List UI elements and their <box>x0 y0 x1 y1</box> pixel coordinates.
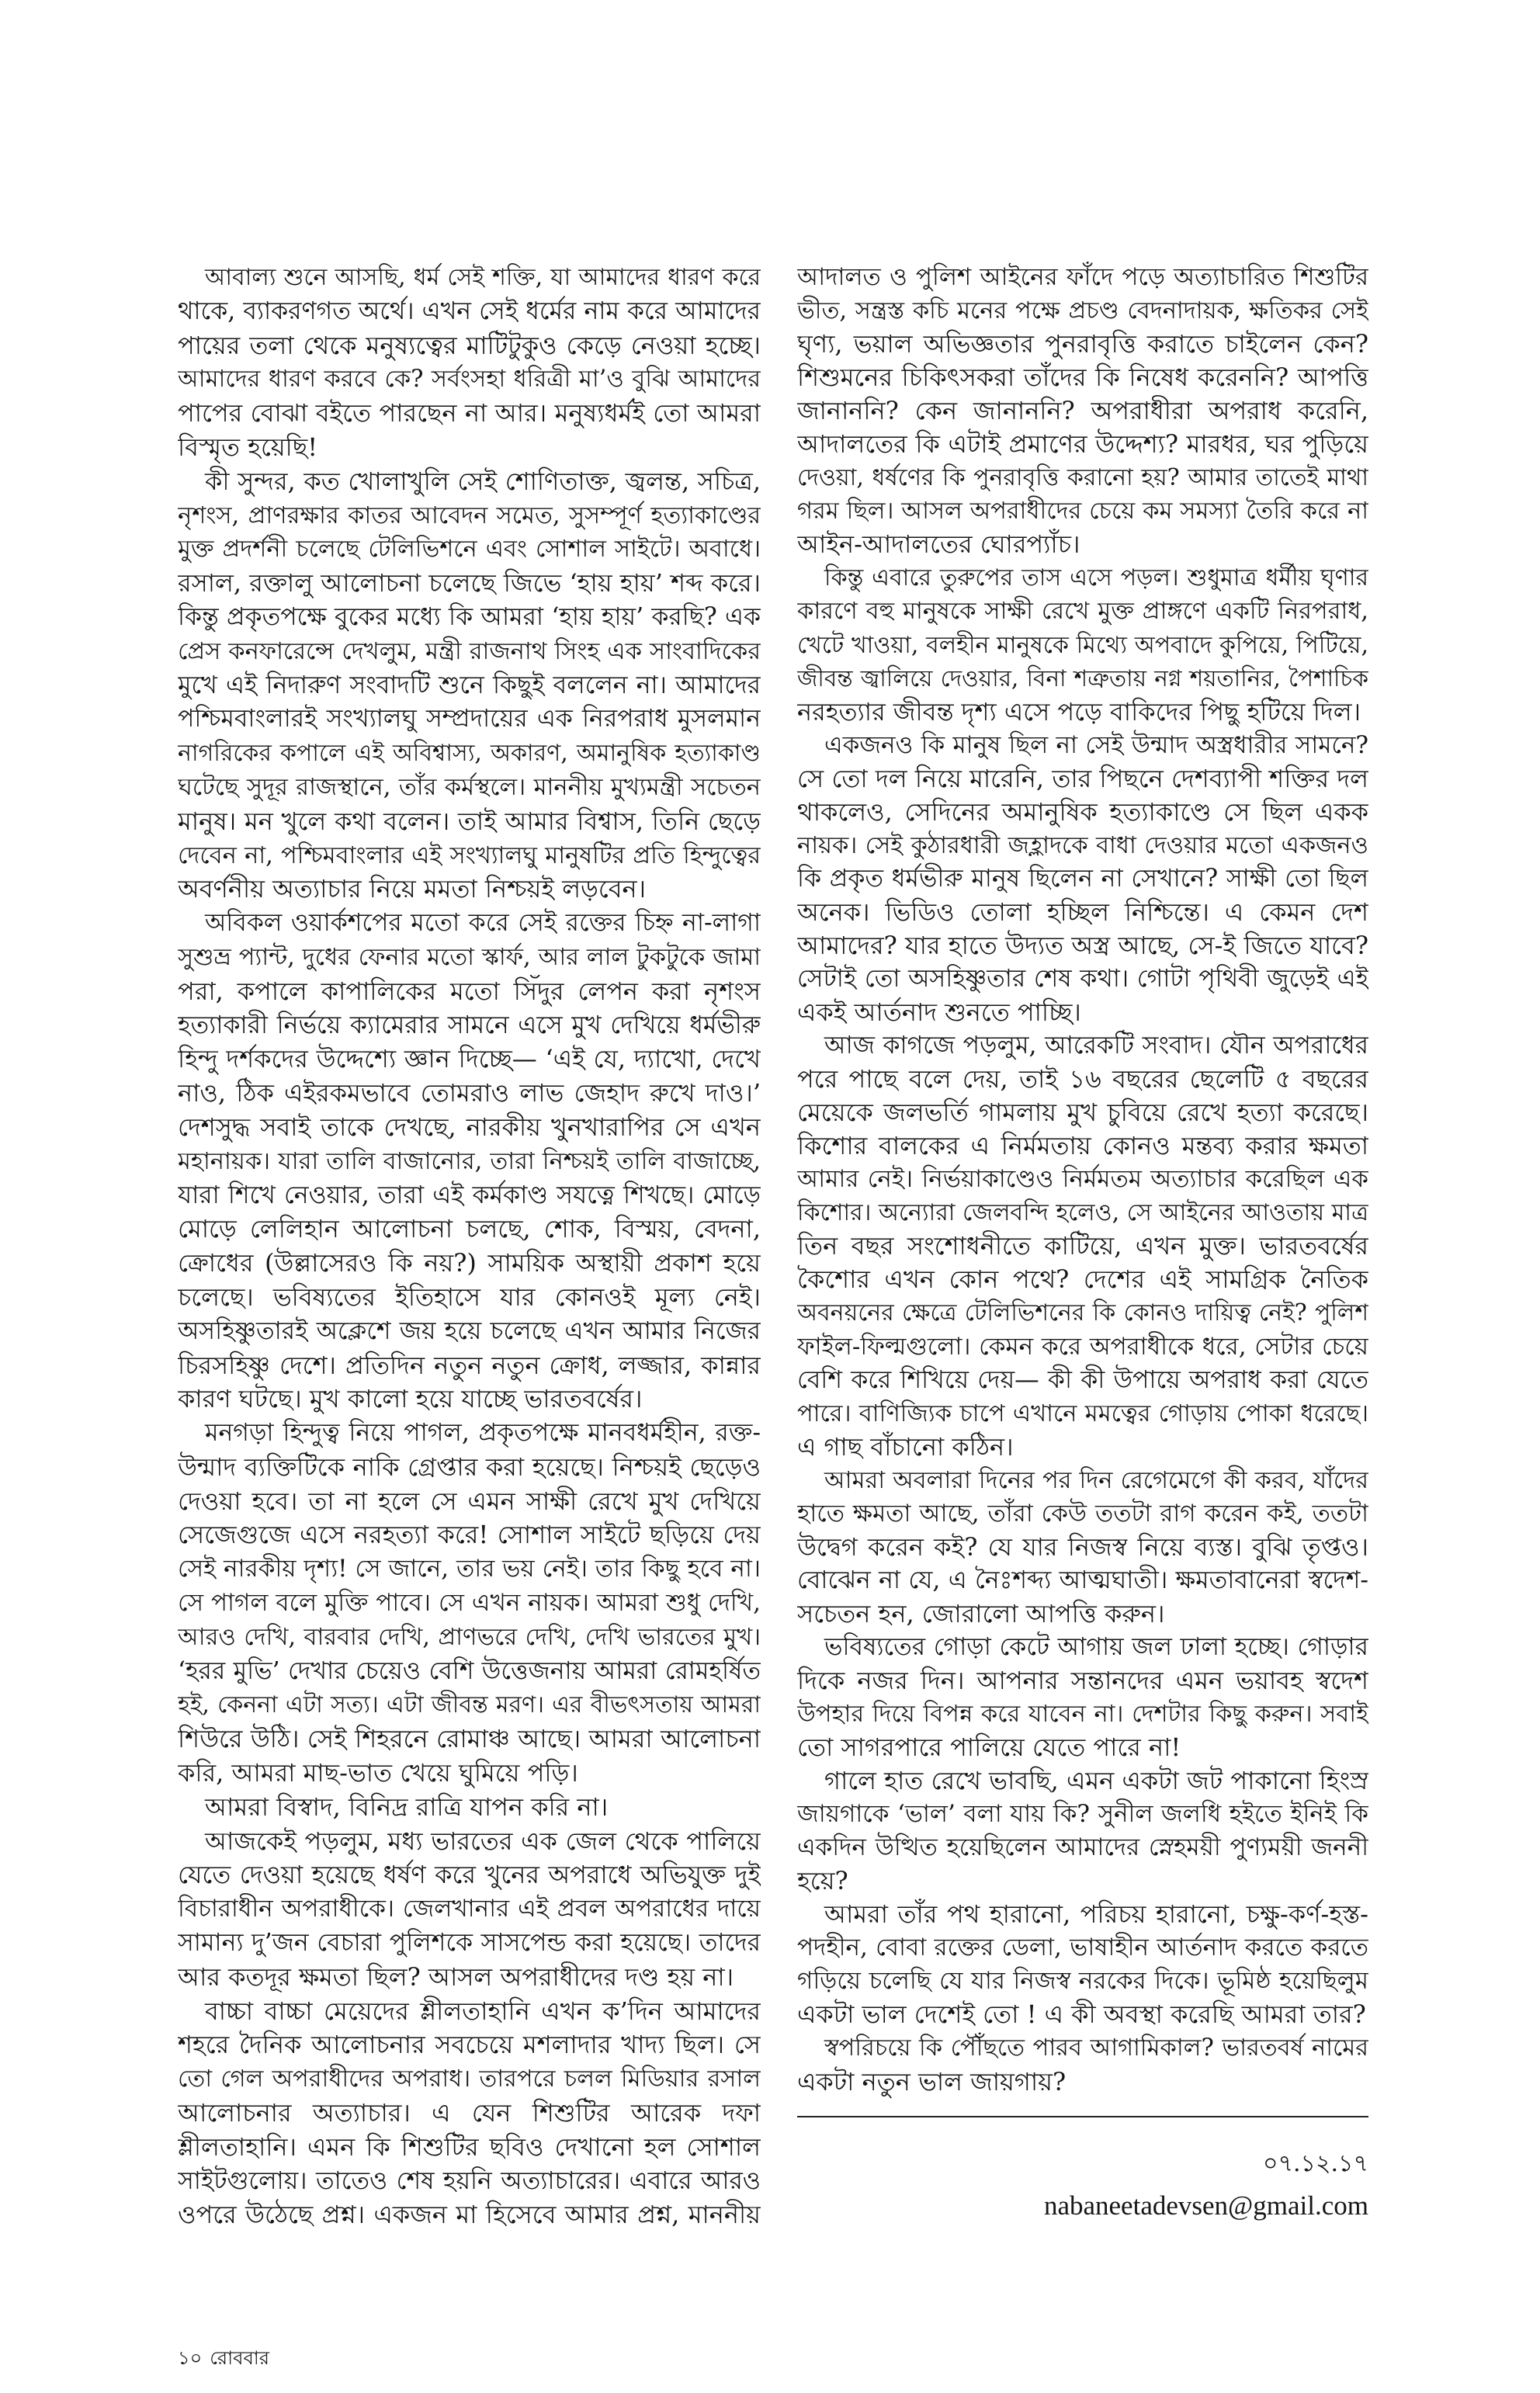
text-line: কি প্রকৃত ধর্মভীরু মানুষ ছিলেন না সেখানে? সাক্ষী তো ছিল <box>797 864 1368 893</box>
text-line: নায়ক। সেই কুঠারধারী জহ্লাদকে বাধা দেওয়ার মতো একজনও <box>797 831 1368 859</box>
text-line: মুখে এই নিদারুণ সংবাদটি শুনে কিছুই বললেন না। আমাদের <box>178 671 761 699</box>
publication-name: রোববার <box>210 2347 269 2369</box>
text-line: সে পাগল বলে মুক্তি পাবে। সে এখন নায়ক। আমরা শুধু দেখি, <box>178 1589 761 1618</box>
text-line: বিস্মৃত হয়েছি! <box>178 432 318 462</box>
text-line: শহরে দৈনিক আলোচনার সবচেয়ে মশলাদার খাদ্য ছিল। সে <box>178 2030 761 2060</box>
text-line: কিন্তু এবারে তুরুপের তাস এসে পড়ল। শুধুমাত্র ধর্মীয় ঘৃণার <box>824 564 1368 592</box>
text-line: বোঝেন না যে, এ নৈঃশব্দ্য আত্মঘাতী। ক্ষমতাবানেরা স্বদেশ- <box>797 1566 1368 1594</box>
text-line: হই, কেননা এটা সত্য। এটা জীবন্ত মরণ। এর বীভৎসতায় আমরা <box>178 1691 761 1719</box>
text-line: আর কতদূর ক্ষমতা ছিল? আসল অপরাধীদের দণ্ড হয় না। <box>178 1961 734 1992</box>
text-line: নাগরিকের কপালে এই অবিশ্বাস্য, অকারণ, অমানুষিক হত্যাকাণ্ড <box>178 740 761 768</box>
text-line: একই আর্তনাদ শুনতে পাচ্ছি। <box>797 997 1081 1028</box>
text-line: একদিন উত্থিত হয়েছিলেন আমাদের স্নেহময়ী পুণ্যময়ী জননী <box>797 1833 1368 1862</box>
signoff-date: ০৭.১২.১৭ <box>1262 2150 1368 2177</box>
text-line: আমাদের? যার হাতে উদ্যত অস্ত্র আছে, সে-ই জিতে যাবে? <box>797 930 1368 960</box>
text-line: তো সাগরপারে পালিয়ে যেতে পারে না! <box>797 1732 1181 1763</box>
text-line: করি, আমরা মাছ-ভাত খেয়ে ঘুমিয়ে পড়ি। <box>178 1758 578 1788</box>
article-paragraph <box>178 261 761 465</box>
text-line: ভবিষ্যতের গোড়া কেটে আগায় জল ঢালা হচ্ছে। গোড়ার <box>824 1632 1368 1661</box>
text-line: মহানায়ক। যারা তালি বাজানোর, তারা নিশ্চয়ই তালি বাজাচ্ছে, <box>178 1147 761 1175</box>
text-line: একটা নতুন ভাল জায়গায়? <box>797 2066 1067 2096</box>
text-line: আমরা তাঁর পথ হারানো, পরিচয় হারানো, চক্ষু-কর্ণ-হস্ত- <box>824 1899 1368 1930</box>
text-line: জানাননি? কেন জানাননি? অপরাধীরা অপরাধ করেনি, <box>797 396 1368 426</box>
page-footer <box>178 2346 269 2370</box>
article-paragraph <box>797 1464 1368 1631</box>
text-line: মনগড়া হিন্দুত্ব নিয়ে পাগল, প্রকৃতপক্ষে মানবধর্মহীন, রক্ত- <box>205 1419 761 1448</box>
text-line: খেটে খাওয়া, বলহীন মানুষকে মিথ্যে অপবাদে কুপিয়ে, পিটিয়ে, <box>797 631 1368 659</box>
text-line: সেই নারকীয় দৃশ্য! সে জানে, তার ভয় নেই। তার কিছু হবে না। <box>178 1555 761 1583</box>
text-line: কিন্তু প্রকৃতপক্ষে বুকের মধ্যে কি আমরা ‘হায় হায়’ করছি? এক <box>178 602 761 631</box>
article-paragraph <box>797 1631 1368 1764</box>
text-line: ক্রোধের (উল্লাসেরও কি নয়?) সাময়িক অস্থায়ী প্রকাশ হয়ে <box>178 1248 761 1278</box>
text-line: পদহীন, বোবা রক্তের ডেলা, ভাষাহীন আর্তনাদ করতে করতে <box>797 1933 1368 1962</box>
text-line: মানুষ। মন খুলে কথা বলেন। তাই আমার বিশ্বাস, তিনি ছেড়ে <box>178 806 761 836</box>
text-line: হত্যাকারী নির্ভয়ে ক্যামেরার সামনে এসে মুখ দেখিয়ে ধর্মভীরু <box>178 1011 761 1039</box>
text-line: ফাইল-ফিল্মগুলো। কেমন করে অপরাধীকে ধরে, সেটার চেয়ে <box>797 1332 1368 1361</box>
article-paragraph <box>797 729 1368 1029</box>
text-line: পারে। বাণিজ্যিক চাপে এখানে মমত্বের গোড়ায় পোকা ধরেছে। <box>797 1399 1368 1427</box>
text-line: আজ কাগজে পড়লুম, আরেকটি সংবাদ। যৌন অপরাধের <box>824 1032 1368 1060</box>
author-email: nabaneetadevsen@gmail.com <box>1043 2190 1368 2221</box>
text-line: দিকে নজর দিন। আপনার সন্তানদের এমন ভয়াবহ স্বদেশ <box>797 1665 1368 1695</box>
text-line: আমার নেই। নির্ভয়াকাণ্ডেও নির্মমতম অত্যাচার করেছিল এক <box>797 1165 1368 1194</box>
article-paragraph <box>797 261 1368 561</box>
text-line: আলোচনার অত্যাচার। এ যেন শিশুটির আরেক দফা <box>178 2098 761 2128</box>
text-line: জায়গাকে ‘ভাল’ বলা যায় কি? সুনীল জলধি হইতে ইনিই কি <box>797 1800 1368 1829</box>
text-line: বেশি করে শিখিয়ে দেয়— কী কী উপায়ে অপরাধ করা যেতে <box>797 1365 1368 1394</box>
text-line: নৃশংস, প্রাণরক্ষার কাতর আবেদন সমেত, সুসম্পূর্ণ হত্যাকাণ্ডের <box>178 501 761 529</box>
text-line: প্রেস কনফারেন্সে দেখলুম, মন্ত্রী রাজনাথ সিংহ এক সাংবাদিকের <box>178 637 761 665</box>
text-line: একটা ভাল দেশেই তো ! এ কী অবস্থা করেছি আমরা তার? <box>797 1999 1366 2030</box>
text-line: চিরসহিষ্ণু দেশে। প্রতিদিন নতুন নতুন ক্রোধ, লজ্জার, কান্নার <box>178 1350 761 1380</box>
article-paragraph <box>797 1898 1368 2031</box>
signoff-separator-rule <box>797 2116 1368 2117</box>
text-line: যেতে দেওয়া হয়েছে ধর্ষণ করে খুনের অপরাধে অভিযুক্ত দুই <box>178 1860 761 1890</box>
text-line: রসাল, রক্তালু আলোচনা চলেছে জিভে ‘হায় হায়’ শব্দ করে। <box>178 568 761 598</box>
text-line: ওপরে উঠেছে প্রশ্ন। একজন মা হিসেবে আমার প্রশ্ন, মাননীয় <box>178 2200 761 2230</box>
text-line: গালে হাত রেখে ভাবছি, এমন একটা জট পাকানো হিংস্র <box>824 1766 1368 1796</box>
text-line: আমাদের ধারণ করবে কে? সর্বংসহা ধরিত্রী মা’ও বুঝি আমাদের <box>178 366 761 394</box>
text-line: পায়ের তলা থেকে মনুষ্যত্বের মাটিটুকুও কেড়ে নেওয়া হচ্ছে। <box>178 330 761 360</box>
text-line: মুক্ত প্রদর্শনী চলেছে টেলিভিশনে এবং সোশাল সাইটে। অবাধে। <box>178 536 761 564</box>
article-paragraph <box>178 1417 761 1791</box>
text-line: সে তো দল নিয়ে মারেনি, তার পিছনে দেশব্যাপী শক্তির দল <box>797 763 1368 793</box>
text-line: উপহার দিয়ে বিপন্ন করে যাবেন না। দেশটার কিছু করুন। সবাই <box>797 1701 1368 1729</box>
text-line: বিচারাধীন অপরাধীকে। জেলখানার এই প্রবল অপরাধের দায়ে <box>178 1895 761 1923</box>
text-line: সুশুভ্র প্যান্ট, দুধের ফেনার মতো স্কার্ফ, আর লাল টুকটুকে জামা <box>178 943 761 971</box>
text-line: আদালতের কি এটাই প্রমাণের উদ্দেশ্য? মারধর, ঘর পুড়িয়ে <box>797 429 1368 460</box>
text-line: কারণ ঘটছে। মুখ কালো হয়ে যাচ্ছে ভারতবর্ষের। <box>178 1384 643 1414</box>
article-column-right <box>797 261 1368 2099</box>
text-line: সচেতন হন, জোরালো আপত্তি করুন। <box>797 1598 1165 1628</box>
text-line: সামান্য দু’জন বেচারা পুলিশকে সাসপেন্ড করা হয়েছে। তাদের <box>178 1929 761 1958</box>
text-line: পাপের বোঝা বইতে পারছেন না আর। মনুষ্যধর্মই তো আমরা <box>178 398 761 428</box>
text-line: সেজেগুজে এসে নরহত্যা করে! সোশাল সাইটে ছড়িয়ে দেয় <box>178 1520 761 1550</box>
text-line: দেশসুদ্ধ সবাই তাকে দেখছে, নারকীয় খুনখারাপির সে এখন <box>178 1112 761 1142</box>
text-line: হয়ে? <box>797 1866 848 1896</box>
text-line: আরও দেখি, বারবার দেখি, প্রাণভরে দেখি, দেখি ভারতের মুখ। <box>178 1623 761 1651</box>
text-line: অনেক। ভিডিও তোলা হচ্ছিল নিশ্চিন্তে। এ কেমন দেশ <box>797 897 1368 927</box>
text-line: আদালত ও পুলিশ আইনের ফাঁদে পড়ে অত্যাচারিত শিশুটির <box>797 263 1368 291</box>
article-paragraph <box>797 2031 1368 2098</box>
article-paragraph <box>797 561 1368 728</box>
article-paragraph <box>178 1825 761 1995</box>
text-line: উন্মাদ ব্যক্তিটিকে নাকি গ্রেপ্তার করা হয়েছে। নিশ্চয়ই ছেড়েও <box>178 1451 761 1482</box>
article-paragraph <box>797 1764 1368 1898</box>
text-line: দেওয়া হবে। তা না হলে সে এমন সাক্ষী রেখে মুখ দেখিয়ে <box>178 1486 761 1516</box>
text-line: একজনও কি মানুষ ছিল না সেই উন্মাদ অস্ত্রধারীর সামনে? <box>824 730 1368 759</box>
text-line: জীবন্ত জ্বালিয়ে দেওয়ার, বিনা শত্রুতায় নগ্ন শয়তানির, পৈশাচিক <box>797 664 1368 692</box>
text-line: অসহিষ্ণুতারই অক্লেশে জয় হয়ে চলেছে এখন আমার নিজের <box>178 1316 761 1345</box>
text-line: আমরা বিস্বাদ, বিনিদ্র রাত্রি যাপন করি না। <box>205 1791 609 1822</box>
text-line: তো গেল অপরাধীদের অপরাধ। তারপরে চলল মিডিয়ার রসাল <box>178 2065 761 2093</box>
article-paragraph <box>797 1029 1368 1464</box>
text-line: কারণে বহু মানুষকে সাক্ষী রেখে মুক্ত প্রাঙ্গণে একটি নিরপরাধ, <box>797 598 1368 626</box>
text-line: হিন্দু দর্শকদের উদ্দেশ্যে জ্ঞান দিচ্ছে— ‘এই যে, দ্যাখো, দেখে <box>178 1044 761 1074</box>
text-line: শ্লীলতাহানি। এমন কি শিশুটির ছবিও দেখানো হল সোশাল <box>178 2131 761 2162</box>
text-line: বাচ্চা বাচ্চা মেয়েদের শ্লীলতাহানি এখন ক’দিন আমাদের <box>205 1996 761 2026</box>
text-line: উদ্বেগ করেন কই? যে যার নিজস্ব নিয়ে ব্যস্ত। বুঝি তৃপ্তও। <box>797 1531 1368 1562</box>
text-line: গড়িয়ে চলেছি যে যার নিজস্ব নরকের দিকে। ভূমিষ্ঠ হয়েছিলুম <box>797 1967 1368 1996</box>
text-line: আমরা অবলারা দিনের পর দিন রেগেমেগে কী করব, যাঁদের <box>824 1466 1368 1494</box>
text-line: মেয়েকে জলভর্তি গামলায় মুখ চুবিয়ে রেখে হত্যা করেছে। <box>797 1098 1368 1128</box>
text-line: দেওয়া, ধর্ষণের কি পুনরাবৃত্তি করানো হয়? আমার তাতেই মাথা <box>797 464 1368 492</box>
text-line: সেটাই তো অসহিষ্ণুতার শেষ কথা। গোটা পৃথিবী জুড়েই এই <box>797 964 1368 993</box>
text-line: ‘হরর মুভি’ দেখার চেয়েও বেশি উত্তেজনায় আমরা রোমহর্ষিত <box>178 1656 761 1685</box>
text-line: স্বপরিচয়ে কি পৌঁছতে পারব আগামিকাল? ভারতবর্ষ নামের <box>824 2034 1368 2062</box>
page-number: ১০ <box>178 2347 203 2369</box>
text-line: অবিকল ওয়ার্কশপের মতো করে সেই রক্তের চিহ্ন না-লাগা <box>205 909 761 938</box>
text-line: ঘটেছে সুদূর রাজস্থানে, তাঁর কর্মস্থলে। মাননীয় মুখ্যমন্ত্রী সচেতন <box>178 773 761 801</box>
text-line: দেবেন না, পশ্চিমবাংলার এই সংখ্যালঘু মানুষটির প্রতি হিন্দুত্বের <box>178 841 761 869</box>
text-line: কিশোর। অন্যোরা জেলবন্দি হলেও, সে আইনের আওতায় মাত্র <box>797 1199 1368 1227</box>
text-line: নরহত্যার জীবন্ত দৃশ্য এসে পড়ে বাকিদের পিছু হটিয়ে দিল। <box>797 696 1361 727</box>
text-line: কিশোর বালকের এ নির্মমতায় কোনও মন্তব্য করার ক্ষমতা <box>797 1131 1368 1161</box>
text-line: আজকেই পড়লুম, মধ্য ভারতের এক জেল থেকে পালিয়ে <box>205 1826 761 1856</box>
text-line: থাকে, ব্যাকরণগত অর্থে। এখন সেই ধর্মের নাম করে আমাদের <box>178 297 761 325</box>
article-paragraph <box>178 1791 761 1825</box>
text-line: ভীত, সন্ত্রস্ত কচি মনের পক্ষে প্রচণ্ড বেদনাদায়ক, ক্ষতিকর সেই <box>797 297 1368 325</box>
text-line: মোড়ে লেলিহান আলোচনা চলছে, শোক, বিস্ময়, বেদনা, <box>178 1214 761 1244</box>
article-paragraph <box>178 1995 761 2233</box>
text-line: পশ্চিমবাংলারই সংখ্যালঘু সম্প্রদায়ের এক নিরপরাধ মুসলমান <box>178 705 761 734</box>
text-line: কী সুন্দর, কত খোলাখুলি সেই শোণিতাক্ত, জ্বলন্ত, সচিত্র, <box>205 466 761 496</box>
article-column-left <box>178 261 761 2232</box>
text-line: এ গাছ বাঁচানো কঠিন। <box>797 1431 1014 1462</box>
text-line: চলেছে। ভবিষ্যতের ইতিহাসে যার কোনওই মূল্য নেই। <box>178 1281 761 1312</box>
text-line: আবাল্য শুনে আসছি, ধর্ম সেই শক্তি, যা আমাদের ধারণ করে <box>205 264 761 291</box>
text-line: ঘৃণ্য, ভয়াল অভিজ্ঞতার পুনরাবৃত্তি করাতে চাইলেন কেন? <box>797 329 1368 359</box>
article-paragraph <box>178 907 761 1417</box>
text-line: অবনয়নের ক্ষেত্রে টেলিভিশনের কি কোনও দায়িত্ব নেই? পুলিশ <box>797 1299 1368 1327</box>
text-line: হাতে ক্ষমতা আছে, তাঁরা কেউ ততটা রাগ করেন কই, ততটা <box>797 1499 1368 1528</box>
article-paragraph <box>178 465 761 907</box>
text-line: থাকলেও, সেদিনের অমানুষিক হত্যাকাণ্ডে সে ছিল একক <box>797 796 1368 827</box>
text-line: যারা শিখে নেওয়ার, তারা এই কর্মকাণ্ড সযত্নে শিখছে। মোড়ে <box>178 1181 761 1209</box>
text-line: আইন-আদালতের ঘোরপ্যাঁচ। <box>797 529 1080 560</box>
text-line: সাইটগুলোয়। তাতেও শেষ হয়নি অত্যাচারের। এবারে আরও <box>178 2166 761 2195</box>
text-line: শিশুমনের চিকিৎসকরা তাঁদের কি নিষেধ করেননি? আপত্তি <box>797 362 1368 393</box>
text-line: পরা, কপালে কাপালিকের মতো সিঁদুর লেপন করা নৃশংস <box>178 976 761 1006</box>
text-line: শিউরে উঠি। সেই শিহরনে রোমাঞ্চ আছে। আমরা আলোচনা <box>178 1724 761 1754</box>
text-line: অবর্ণনীয় অত্যাচার নিয়ে মমতা নিশ্চয়ই লড়বেন। <box>178 874 647 904</box>
text-line: পরে পাছে বলে দেয়, তাই ১৬ বছরের ছেলেটি ৫ বছরের <box>797 1064 1368 1094</box>
text-line: নাও, ঠিক এইরকমভাবে তোমরাও লাভ জেহাদ রুখে দাও।’ <box>178 1078 761 1108</box>
text-line: কৈশোর এখন কোন পথে? দেশের এই সামগ্রিক নৈতিক <box>797 1264 1368 1295</box>
text-line: তিন বছর সংশোধনীতে কাটিয়ে, এখন মুক্ত। ভারতবর্ষের <box>797 1231 1368 1261</box>
text-line: গরম ছিল। আসল অপরাধীদের চেয়ে কম সমস্যা তৈরি করে না <box>797 498 1368 525</box>
